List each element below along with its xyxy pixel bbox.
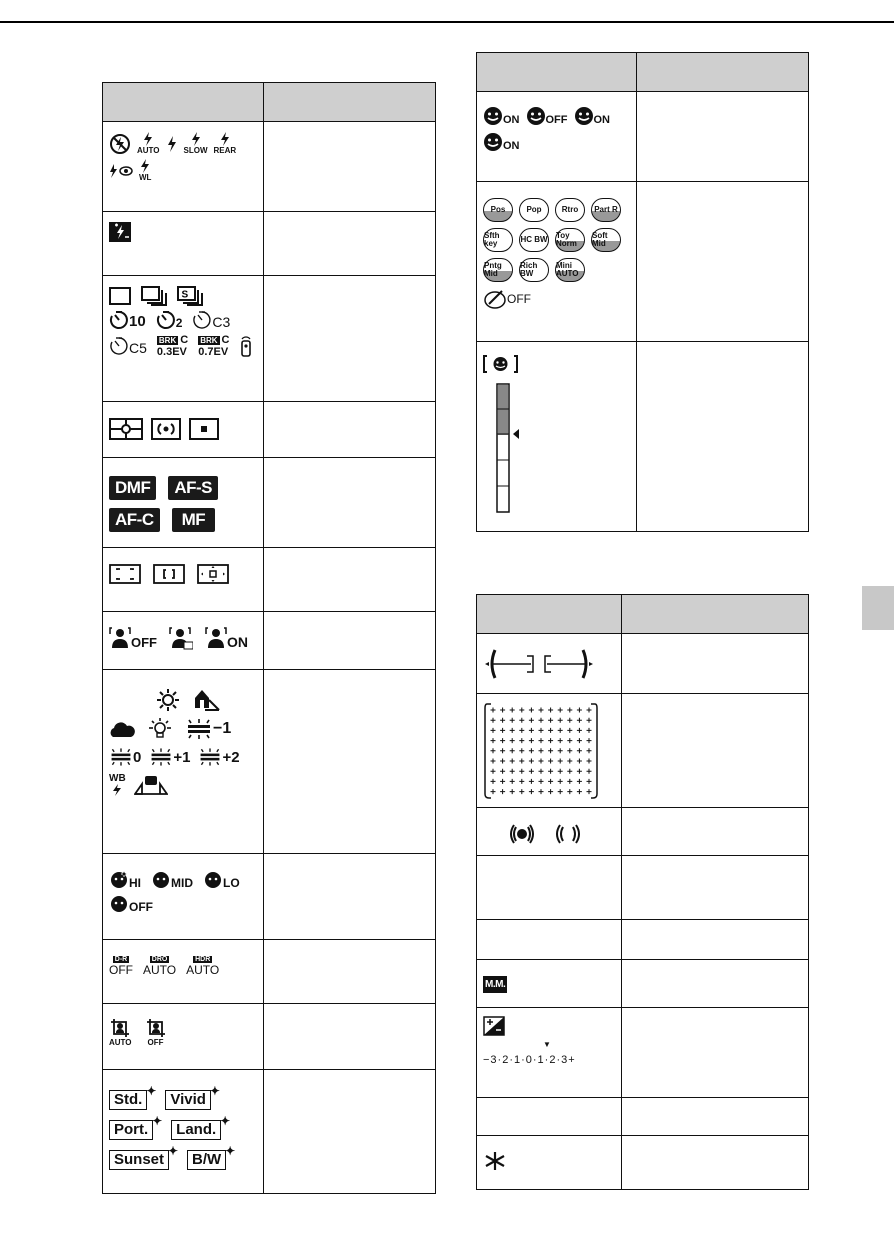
bracket-07ev-label: 0.7EV	[198, 346, 229, 358]
hdr-auto-label: AUTO	[186, 963, 220, 977]
pe-hcbw-label: HC BW	[520, 235, 548, 244]
exposure-scale	[483, 1040, 617, 1068]
auto-framing-auto-label: AUTO	[109, 1038, 132, 1047]
af-point	[529, 789, 534, 794]
right-bottom-icon-table	[476, 594, 809, 1190]
af-point	[558, 779, 563, 784]
af-point	[519, 718, 524, 723]
af-point	[491, 748, 496, 753]
creative-style-portrait: Port. ✦	[109, 1120, 153, 1140]
af-point	[567, 779, 572, 784]
af-point	[500, 728, 505, 733]
dro-auto-label: AUTO	[143, 963, 177, 977]
af-point	[510, 789, 515, 794]
row-ae-lock	[477, 1136, 809, 1190]
af-point	[491, 759, 496, 764]
af-point	[491, 728, 496, 733]
row-smile-shutter	[477, 92, 809, 182]
picture-effect-hdr-painting	[483, 258, 513, 282]
row-soft-skin	[103, 854, 436, 940]
bracket-c-label: C	[180, 334, 189, 346]
self-timer-10-icon	[109, 310, 146, 330]
soft-skin-hi-icon	[109, 870, 141, 890]
wb-fluorescent-warm-icon	[185, 718, 231, 740]
smile-detection-indicator	[483, 354, 543, 516]
af-area-wide-icon	[109, 564, 141, 584]
af-point	[519, 748, 524, 753]
af-point	[519, 708, 524, 713]
af-point	[567, 738, 572, 743]
af-point	[539, 708, 544, 713]
row-smile-detection-sensitivity	[477, 342, 809, 532]
af-range-frame-icon	[483, 648, 595, 680]
self-timer-c3-label: C3	[212, 314, 231, 330]
af-point	[491, 789, 496, 794]
af-point	[548, 779, 553, 784]
af-point	[577, 738, 582, 743]
cs-vivid-label: Vivid	[170, 1091, 206, 1108]
cs-port-label: Port.	[114, 1121, 149, 1138]
dmf-badge: DMF	[109, 476, 156, 500]
smile-shutter-on-2-icon	[574, 106, 611, 126]
af-c-badge: AF-C	[109, 508, 160, 532]
af-point	[587, 789, 592, 794]
smile-on-2-label: ON	[593, 114, 610, 126]
multi-metering-icon	[109, 418, 143, 440]
left-header-row	[103, 83, 436, 122]
soft-skin-mid-icon	[151, 870, 193, 890]
auto-framing-off-label: OFF	[147, 1038, 164, 1047]
smile-shutter-on-3-icon	[483, 132, 520, 152]
smile-on-label: ON	[503, 114, 520, 126]
focus-locked-icon	[507, 822, 537, 846]
flash-rear-label: REAR	[213, 146, 237, 155]
af-point	[510, 769, 515, 774]
af-area-center-icon	[153, 564, 185, 584]
af-point	[577, 769, 582, 774]
af-point	[500, 748, 505, 753]
flash-off-icon	[109, 133, 131, 155]
section-side-tab	[862, 586, 894, 630]
af-s-badge: AF-S	[168, 476, 218, 500]
af-point	[500, 738, 505, 743]
wb-flash-icon	[109, 774, 126, 796]
wb-custom-icon	[134, 774, 168, 796]
smile-shutter-off-icon	[526, 106, 568, 126]
row-focus-indicator	[477, 808, 809, 856]
row-focus-mode	[103, 458, 436, 548]
row-drive-mode	[103, 276, 436, 402]
af-area-flexible-spot-icon	[197, 564, 229, 584]
af-point	[548, 748, 553, 753]
face-detection-off-icon	[109, 626, 157, 650]
row-blank-3	[477, 1098, 809, 1136]
soft-skin-lo-icon	[203, 870, 240, 890]
pe-off-label: OFF	[507, 292, 531, 306]
af-point	[587, 759, 592, 764]
page-top-rule	[0, 21, 894, 23]
flash-compensation-icon	[109, 222, 131, 242]
soft-skin-lo-label: LO	[223, 876, 240, 890]
face-detection-off-label: OFF	[131, 635, 157, 650]
pe-pntg-label: Pntg Mid	[484, 261, 502, 278]
dro-auto-icon: DRO AUTO	[143, 956, 177, 977]
af-point	[567, 789, 572, 794]
af-point	[510, 708, 515, 713]
pe-sfth-label: Sfth key	[484, 231, 500, 248]
af-point	[500, 718, 505, 723]
af-point	[558, 718, 563, 723]
af-point	[567, 769, 572, 774]
af-point	[491, 718, 496, 723]
flash-slow-label: SLOW	[183, 146, 208, 155]
right-bottom-header-row	[477, 595, 809, 634]
wb-incandescent-icon	[147, 718, 173, 740]
af-point	[539, 748, 544, 753]
af-point	[577, 708, 582, 713]
af-point	[510, 748, 515, 753]
face-detection-on-icon	[205, 626, 248, 650]
af-point	[529, 738, 534, 743]
smile-shutter-on-icon	[483, 106, 520, 126]
auto-framing-auto-icon	[109, 1018, 132, 1047]
af-point	[500, 789, 505, 794]
row-af-area	[103, 548, 436, 612]
af-point	[510, 738, 515, 743]
exposure-scale-label: −3·2·1·0·1·2·3+	[483, 1054, 576, 1066]
af-point	[567, 759, 572, 764]
af-point	[500, 759, 505, 764]
flash-mode-icons	[103, 122, 264, 212]
af-point	[500, 779, 505, 784]
af-point	[558, 769, 563, 774]
af-point	[558, 748, 563, 753]
center-metering-icon	[151, 418, 181, 440]
flash-red-eye-icon	[109, 164, 133, 178]
continuous-shooting-icon	[141, 286, 167, 306]
af-point	[548, 718, 553, 723]
speed-priority-continuous-icon	[177, 286, 205, 306]
row-flash-mode	[103, 122, 436, 212]
af-point	[587, 748, 592, 753]
af-point	[510, 718, 515, 723]
flash-auto-label: AUTO	[137, 146, 160, 155]
af-point	[519, 789, 524, 794]
wb-fluorescent-p2-label: +2	[222, 748, 240, 766]
wb-daylight-icon	[157, 689, 179, 711]
af-point	[587, 718, 592, 723]
flash-wireless-icon	[139, 159, 151, 182]
creative-style-landscape: Land. ✦	[171, 1120, 221, 1140]
self-timer-2-icon	[156, 310, 183, 330]
af-point	[510, 759, 515, 764]
af-point	[567, 708, 572, 713]
af-point	[539, 789, 544, 794]
wb-fluorescent-p1-label: +1	[173, 748, 191, 766]
af-point	[529, 718, 534, 723]
af-point	[519, 728, 524, 733]
mf-badge: MF	[172, 508, 216, 532]
af-point	[587, 769, 592, 774]
af-point	[548, 708, 553, 713]
af-point	[491, 769, 496, 774]
picture-effect-toy-camera	[555, 228, 585, 252]
picture-effect-miniature	[555, 258, 585, 282]
row-flash-compensation	[103, 212, 436, 276]
row-blank-2	[477, 920, 809, 960]
pe-toy-label: Toy Norm	[556, 231, 577, 248]
af-point	[529, 769, 534, 774]
af-point	[587, 779, 592, 784]
af-point	[577, 728, 582, 733]
af-point	[539, 738, 544, 743]
af-point	[519, 759, 524, 764]
flash-rear-icon	[214, 132, 237, 155]
dro-off-icon: D-R OFF	[109, 956, 133, 977]
af-point	[548, 759, 553, 764]
picture-effect-soft-high-key	[483, 228, 513, 252]
smile-off-label: OFF	[545, 114, 568, 126]
spot-metering-icon	[189, 418, 219, 440]
row-exposure-compensation	[477, 1008, 809, 1098]
ae-lock-icon	[483, 1150, 507, 1172]
wb-shade-icon	[193, 688, 221, 712]
pe-part-label: Part R	[594, 205, 618, 214]
self-timer-10-label: 10	[129, 313, 146, 330]
af-point	[539, 728, 544, 733]
row-picture-effect	[477, 182, 809, 342]
pe-pos-label: Pos	[490, 205, 506, 214]
af-point	[500, 769, 505, 774]
af-point	[567, 728, 572, 733]
cs-std-label: Std.	[114, 1091, 143, 1108]
flash-auto-icon	[137, 132, 160, 155]
af-point	[558, 759, 563, 764]
af-point	[519, 738, 524, 743]
picture-effect-retro	[555, 198, 585, 222]
af-point	[567, 718, 572, 723]
wb-fluorescent-cool-icon	[109, 746, 141, 768]
creative-style-bw: B/W ✦	[187, 1150, 226, 1170]
af-point	[548, 789, 553, 794]
af-point	[587, 738, 592, 743]
single-shooting-icon	[109, 287, 131, 305]
af-point	[519, 769, 524, 774]
self-timer-c5-label: C5	[129, 340, 147, 356]
af-point	[539, 759, 544, 764]
af-point	[577, 779, 582, 784]
af-point	[510, 728, 515, 733]
dro-off-label: OFF	[109, 963, 133, 977]
bracket-03ev-label: 0.3EV	[156, 346, 187, 358]
row-white-balance	[103, 670, 436, 854]
af-point	[491, 738, 496, 743]
af-points-grid-icon	[483, 702, 599, 800]
af-point	[529, 759, 534, 764]
flash-on-icon	[166, 136, 178, 152]
picture-effect-off-icon	[483, 288, 531, 310]
metered-manual-badge: M.M.	[483, 976, 507, 993]
row-creative-style	[103, 1070, 436, 1194]
af-point	[539, 769, 544, 774]
bracket-03ev-icon: BRK C 0.3EV	[156, 334, 189, 358]
soft-skin-off-label: OFF	[129, 900, 153, 914]
soft-skin-off-icon	[109, 894, 153, 914]
af-point	[548, 738, 553, 743]
af-point	[548, 728, 553, 733]
pe-soft-label: Soft Mid	[592, 231, 608, 248]
af-point	[558, 789, 563, 794]
af-point	[567, 748, 572, 753]
wb-fluorescent-m1-label: −1	[213, 720, 232, 737]
picture-effect-soft-focus	[591, 228, 621, 252]
wb-fluorescent-daylight-icon	[198, 746, 239, 768]
row-face-detection	[103, 612, 436, 670]
creative-style-sunset: Sunset ✦	[109, 1150, 169, 1170]
bracket-07ev-icon: BRK C 0.7EV	[198, 334, 230, 358]
af-point	[577, 759, 582, 764]
focus-tracking-icon	[553, 822, 583, 846]
creative-style-standard: Std. ✦	[109, 1090, 147, 1110]
soft-skin-hi-label: HI	[129, 876, 141, 890]
right-top-header-row	[477, 53, 809, 92]
bracket-c-label-2: C	[221, 334, 230, 346]
pe-rich-label: Rich BW	[520, 261, 538, 278]
wb-flash-label: WB	[109, 773, 126, 784]
af-point	[491, 708, 496, 713]
picture-effect-rich-tone-mono	[519, 258, 549, 282]
row-af-points-grid	[477, 694, 809, 808]
pe-pop-label: Pop	[526, 205, 542, 214]
af-point	[529, 708, 534, 713]
flash-slow-icon	[184, 132, 208, 155]
flash-wl-label: WL	[139, 173, 152, 182]
picture-effect-posterization	[483, 198, 513, 222]
exposure-compensation-icon	[483, 1016, 505, 1036]
left-icon-table	[102, 82, 436, 1194]
af-point	[558, 708, 563, 713]
picture-effect-hc-monochrome	[519, 228, 549, 252]
af-point	[587, 708, 592, 713]
af-point	[539, 779, 544, 784]
wb-fluorescent-day-white-icon	[149, 746, 190, 768]
row-blank-1	[477, 856, 809, 920]
af-point	[558, 738, 563, 743]
right-top-icon-table	[476, 52, 809, 532]
row-dro-hdr	[103, 940, 436, 1004]
exposure-scale-pointer: ▼	[543, 1040, 551, 1049]
af-point	[500, 708, 505, 713]
soft-skin-mid-label: MID	[171, 876, 193, 890]
smile-on-3-label: ON	[503, 140, 520, 152]
row-metering-mode	[103, 402, 436, 458]
pe-rtro-label: Rtro	[561, 205, 579, 214]
auto-framing-off-icon	[146, 1018, 166, 1047]
row-af-range-frame	[477, 634, 809, 694]
self-timer-2-label: 2	[175, 316, 183, 330]
cs-bw-label: B/W	[192, 1151, 222, 1168]
af-point	[529, 728, 534, 733]
af-point	[558, 728, 563, 733]
face-detection-on-label: ON	[227, 634, 248, 650]
af-point	[529, 779, 534, 784]
af-point	[577, 748, 582, 753]
creative-style-vivid: Vivid ✦	[165, 1090, 211, 1110]
pe-mini-label: Mini AUTO	[556, 261, 579, 278]
af-point	[539, 718, 544, 723]
self-timer-continuous-5-icon	[109, 336, 147, 356]
picture-effect-partial-color	[591, 198, 621, 222]
remote-commander-icon	[240, 335, 252, 357]
cs-land-label: Land.	[176, 1121, 217, 1138]
hdr-auto-icon: HDR AUTO	[186, 956, 220, 977]
cs-sunset-label: Sunset	[114, 1151, 165, 1168]
af-point	[491, 779, 496, 784]
picture-effect-pop-color	[519, 198, 549, 222]
row-metered-manual	[477, 960, 809, 1008]
face-registration-icon	[169, 626, 193, 650]
af-point	[529, 748, 534, 753]
af-point	[519, 779, 524, 784]
af-point	[577, 789, 582, 794]
row-auto-portrait-framing	[103, 1004, 436, 1070]
self-timer-continuous-3-icon	[192, 310, 230, 330]
af-point	[587, 728, 592, 733]
wb-fluorescent-0-label: 0	[133, 748, 142, 766]
wb-cloudy-icon	[109, 719, 135, 739]
af-point	[577, 718, 582, 723]
af-point	[510, 779, 515, 784]
svg-text:S: S	[181, 289, 189, 301]
af-point	[548, 769, 553, 774]
